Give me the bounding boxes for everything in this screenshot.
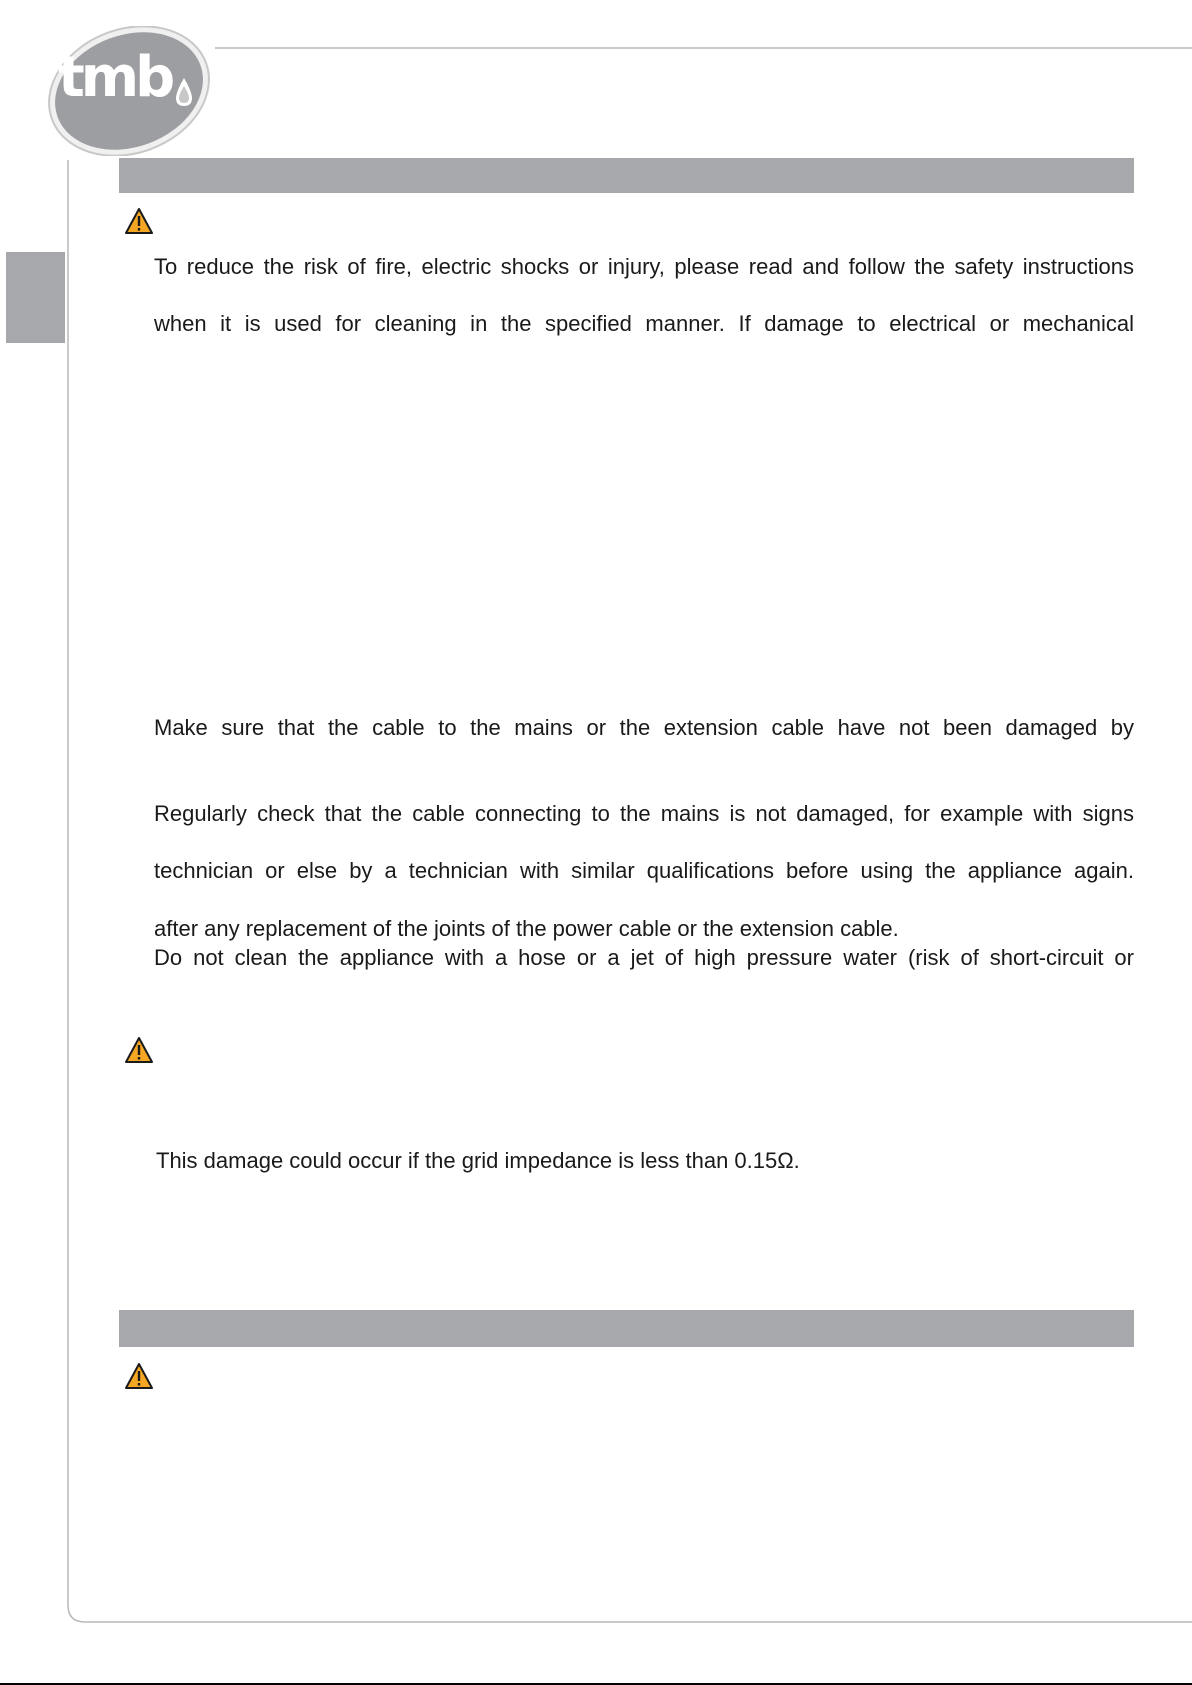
- section-header-bar: [119, 158, 1134, 193]
- warning-triangle-icon: [124, 1036, 154, 1064]
- paragraph-line: technician or else by a technician with similar qualifications before using the appliance again.: [154, 858, 1134, 883]
- warning-triangle-icon: [124, 1362, 154, 1390]
- paragraph-line: Do not clean the appliance with a hose or a jet of high pressure water (risk of short-circuit or: [154, 945, 1134, 970]
- side-tab: [6, 252, 65, 343]
- paragraph-line: after any replacement of the joints of the power cable or the extension cable.: [154, 916, 899, 941]
- warning-triangle-icon: [124, 207, 154, 235]
- paragraph-line: This damage could occur if the grid impedance is less than 0.15Ω.: [156, 1148, 800, 1173]
- paragraph-line: when it is used for cleaning in the specified manner. If damage to electrical or mechanical: [154, 311, 1134, 336]
- section-header-bar: [119, 1310, 1134, 1347]
- logo-text: tmb: [58, 45, 172, 110]
- paragraph-line: To reduce the risk of fire, electric shocks or injury, please read and follow the safety instructions: [154, 254, 1134, 279]
- paragraph-line: Regularly check that the cable connecting to the mains is not damaged, for example with signs: [154, 801, 1134, 826]
- paragraph-line: Make sure that the cable to the mains or the extension cable have not been damaged by: [154, 715, 1134, 740]
